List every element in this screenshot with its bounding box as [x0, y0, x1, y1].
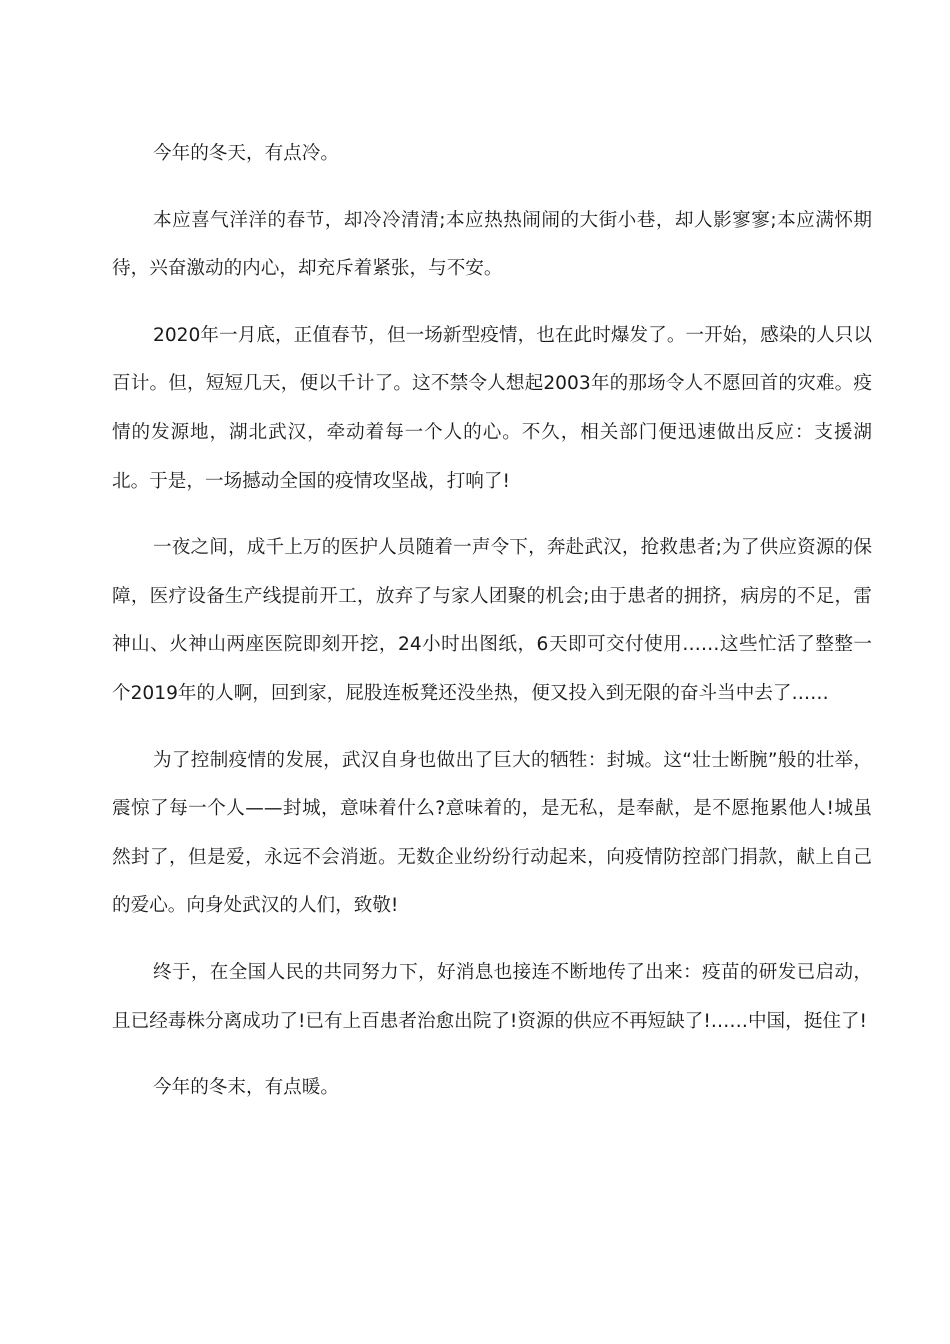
paragraph-1: 今年的冬天，有点冷。	[153, 143, 339, 164]
paragraph-6: 终于，在全国人民的共同努力下，好消息也接连不断地传了出来：疫苗的研发已启动，且已经毒株分离成功了!已有上百患者治愈出院了!资源的供应不再短缺了!……中国，挺住了!	[112, 961, 872, 1032]
document-body	[112, 130, 872, 1113]
paragraph-3: 2020年一月底，正值春节，但一场新型疫情，也在此时爆发了。一开始，感染的人只以百计。但，短短几天，便以千计了。这不禁令人想起2003年的那场令人不愿回首的灾难。疫情的发源地，湖北武汉，牵动着每一个人的心。不久，相关部门便迅速做出反应：支援湖北。于是，一场撼动全国的疫情攻坚战，打响了!	[112, 324, 872, 492]
paragraph-4: 一夜之间，成千上万的医护人员随着一声令下，奔赴武汉，抢救患者;为了供应资源的保障，医疗设备生产线提前开工，放弃了与家人团聚的机会;由于患者的拥挤，病房的不足，雷神山、火神山两座医院即刻开挖，24小时出图纸，6天即可交付使用……这些忙活了整整一个2019年的人啊，回到家，屁股连板凳还没坐热，便又投入到无限的奋斗当中去了……	[112, 537, 872, 704]
paragraph-5: 为了控制疫情的发展，武汉自身也做出了巨大的牺牲：封城。这“壮士断腕”般的壮举，震惊了每一个人——封城，意味着什么?意味着的，是无私，是奉献，是不愿拖累他人!城虽然封了，但是爱，永远不会消逝。无数企业纷纷行动起来，向疫情防控部门捐款，献上自己的爱心。向身处武汉的人们，致敬!	[112, 749, 872, 917]
paragraph-2: 本应喜气洋洋的春节，却冷冷清清;本应热热闹闹的大街小巷，却人影寥寥;本应满怀期待，兴奋激动的内心，却充斥着紧张，与不安。	[112, 209, 872, 280]
paragraph-7: 今年的冬末，有点暖。	[153, 1077, 339, 1099]
